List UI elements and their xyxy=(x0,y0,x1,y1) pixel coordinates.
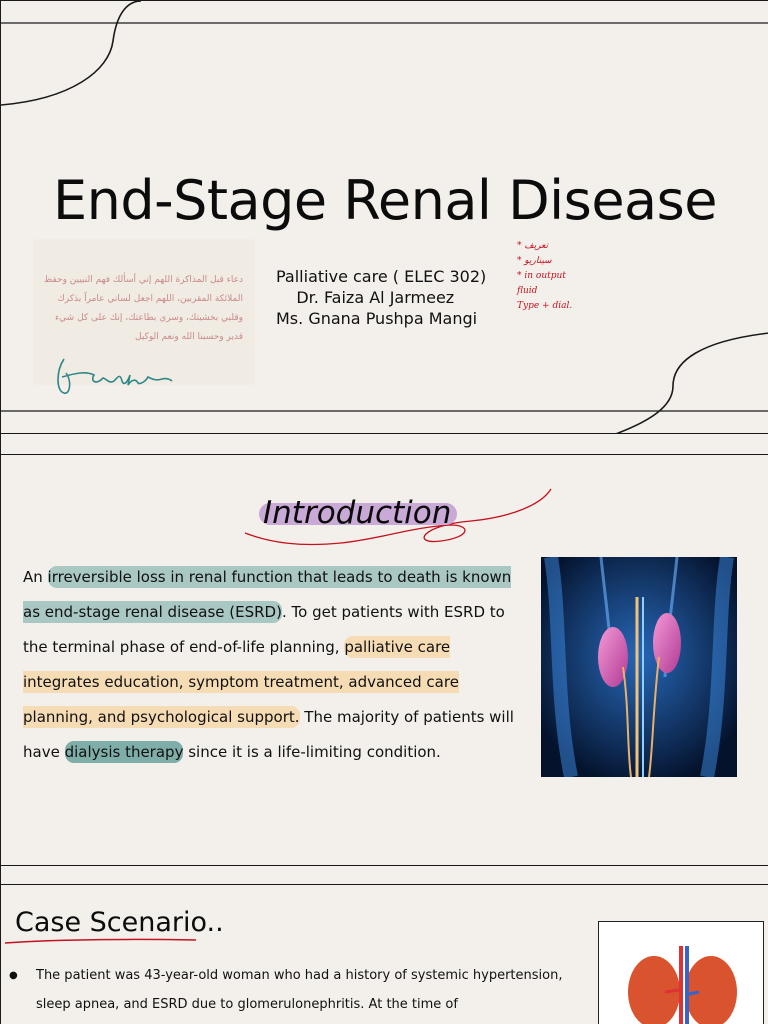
case-scenario-slide xyxy=(0,884,768,1024)
title-slide xyxy=(0,0,768,434)
course-name: Palliative care ( ELEC 302) xyxy=(276,267,487,286)
kidney-diagram-image xyxy=(598,921,764,1024)
text-run: . To get patients with ESRD to the terminal phase of end-of-life planning, xyxy=(23,603,505,656)
note-line: Type + dial. xyxy=(517,301,573,311)
intro-paragraph xyxy=(23,560,518,770)
instructor-name: Dr. Faiza Al Jarmeez xyxy=(276,288,455,307)
heading-underline xyxy=(1,885,221,955)
note-line: * in output xyxy=(517,271,566,281)
note-line: fluid xyxy=(517,286,538,296)
highlighted-dialysis: dialysis therapy xyxy=(64,743,184,761)
bullet-text: The patient was 43-year-old woman who had a history of systemic hypertension, sleep apnea, and ESRD due to glomerulonephritis. At the time of xyxy=(36,968,563,1012)
bullet-icon: ● xyxy=(9,970,18,981)
highlighted-palliative: palliative care integrates education, symptom treatment, advanced care planning, and psychological support. xyxy=(23,638,459,726)
prayer-text: دعاء قبل المذاكرة اللهم إني أسألك فهم النبيين وحفظ الملائكة المقربين، اللهم اجعل لساني عامراً بذكرك وقلبي بخشيتك، وسري بطاعتك، إنك على كل شيء قدير وحسبنا الله ونعم الوكيل xyxy=(43,275,243,342)
note-line: * سيناريو xyxy=(517,256,552,266)
slide-gap xyxy=(0,866,768,884)
signature-image xyxy=(56,351,176,401)
section-heading: Introduction xyxy=(263,495,452,531)
section-heading: Case Scenario.. xyxy=(15,907,224,938)
slide-title: End-Stage Renal Disease xyxy=(52,169,717,232)
text-run: An xyxy=(23,568,48,586)
text-run: since it is a life-limiting condition. xyxy=(183,743,441,761)
note-line: * تعريف xyxy=(517,241,549,251)
slide-gap xyxy=(0,434,768,454)
text-run: The majority of patients will have xyxy=(23,708,514,761)
instructor-name: Ms. Gnana Pushpa Mangi xyxy=(276,309,478,328)
list-item xyxy=(9,961,589,1019)
course-info xyxy=(276,266,486,329)
kidney-xray-image xyxy=(541,557,737,777)
introduction-slide xyxy=(0,454,768,866)
highlighted-definition: irreversible loss in renal function that leads to death is known as end-stage renal disease (ESRD) xyxy=(23,568,512,621)
handwritten-notes xyxy=(517,239,572,314)
